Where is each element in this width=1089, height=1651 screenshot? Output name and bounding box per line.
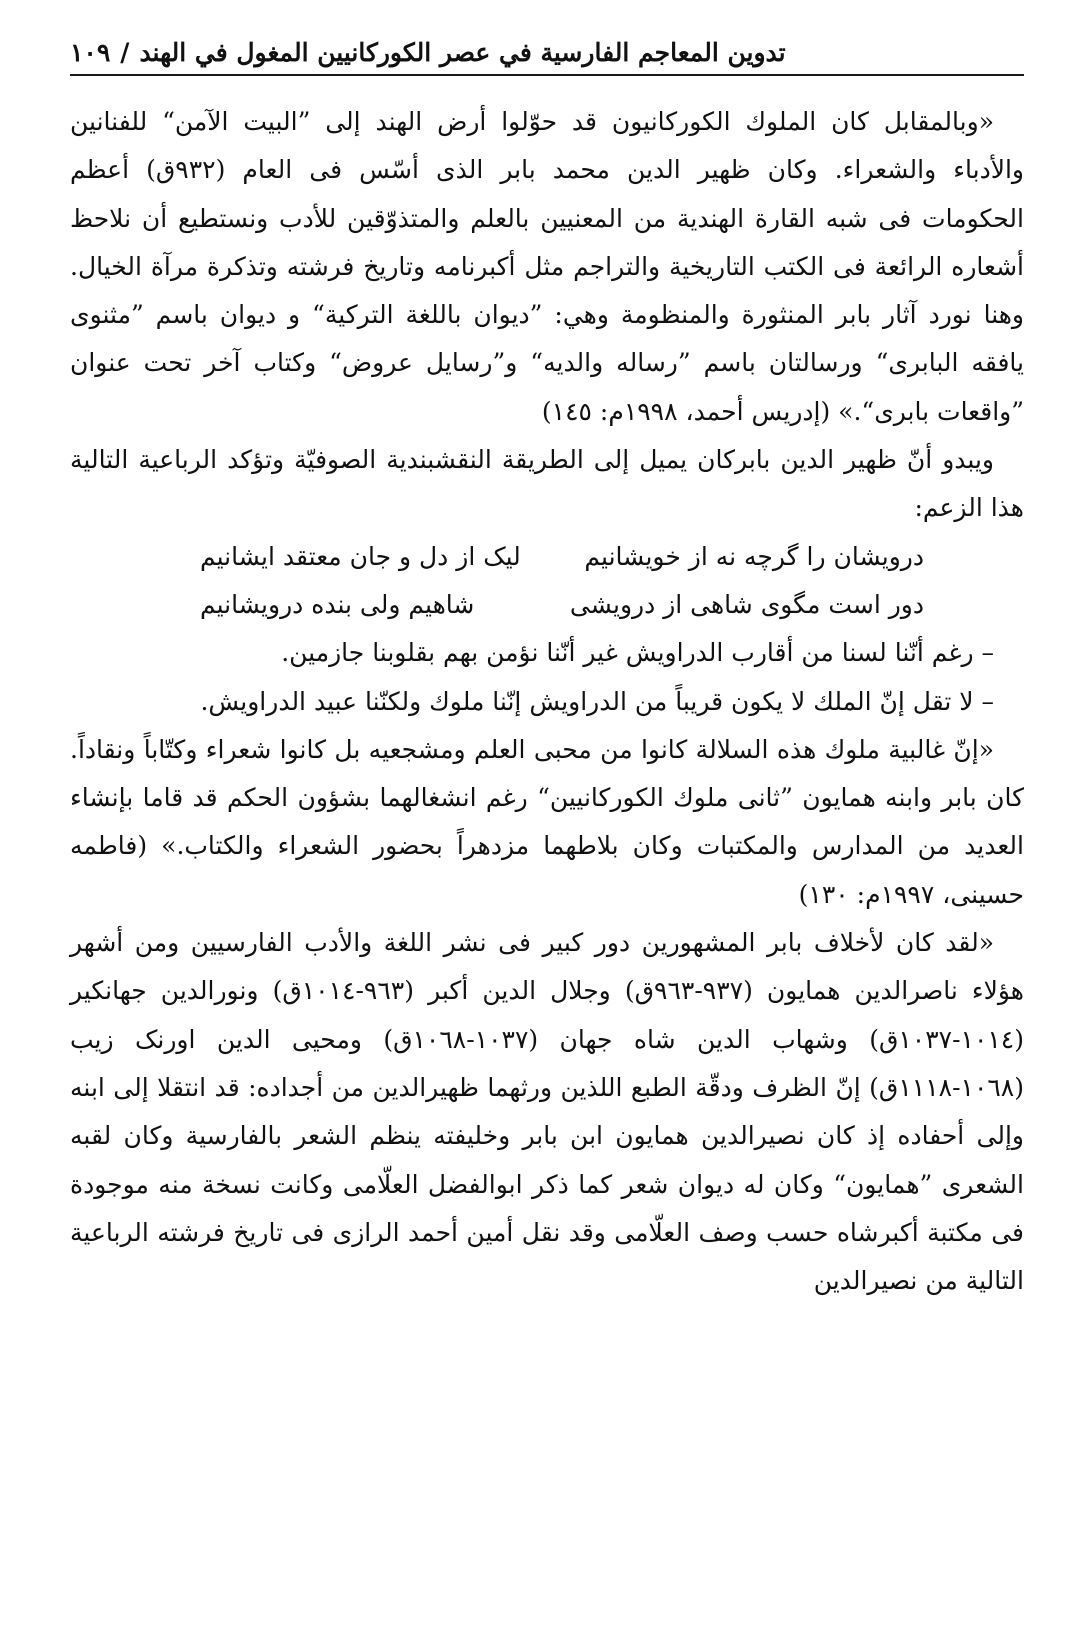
paragraph-dynasty-patrons: «إنّ غالبية ملوك هذه السلالة كانوا من محبى العلم ومشجعيه بل كانوا شعراء وكتّاباً ونقاداً. كان بابر وابنه همايون ”ثانى ملوك الكوركانيين“ رغم انشغالهما بشؤون الحكم قد قاما بإنشاء العديد من المدارس والمكتبات وكان بلاطهما مزدهراً بحضور الشعراء والكتاب.» (فاطمه حسينى، ١٩٩٧م: ١٣٠) <box>70 734 1024 909</box>
paragraph-babur-successors: «لقد كان لأخلاف بابر المشهورين دور كبير فى نشر اللغة والأدب الفارسيين ومن أشهر هؤلاء ناصرالدين همايون (٩٣٧-٩٦٣ق) وجلال الدين أكبر (٩٦٣-١٠١٤ق) ونورالدين جهانكير (١٠١٤-١٠٣٧ق) وشهاب الدين شاه جهان (١٠٣٧-١٠٦٨ق) ومحيى الدين اورنک زيب (١٠٦٨-١١١٨ق) إنّ الظرف ودقّة الطبع اللذين ورثهما ظهيرالدين من أجداده: قد انتقلا إلى ابنه وإلى أحفاده إذ كان نصيرالدين همايون ابن بابر وخليفته ينظم الشعر بالفارسية وكان لقبه الشعرى ”همايون“ وكان له ديوان شعر كما ذكر ابوالفضل العلّامى وكانت نسخة منه موجودة فى مكتبة أكبرشاه حسب وصف العلّامى وقد نقل أمين أحمد الرازى فى تاريخ فرشته الرباعية التالية من نصيرالدين <box>70 928 1024 1296</box>
translation-line: – رغم أنّنا لسنا من أقارب الدراويش غير أنّنا نؤمن بهم بقلوبنا جازمين. <box>281 638 994 668</box>
running-header <box>70 28 1024 76</box>
paragraph-naqshbandi: ويبدو أنّ ظهير الدين بابركان يميل إلى الطريقة النقشبندية الصوفيّة وتؤكد الرباعية التالية هذا الزعم: <box>70 445 1024 523</box>
verse-hemistich-first: دور است مگوى شاهى از درويشى <box>569 589 924 619</box>
book-page <box>70 28 1024 1628</box>
persian-quatrain <box>70 533 1024 630</box>
verse-line <box>200 581 924 629</box>
page-body <box>70 98 1024 1305</box>
translation-line: – لا تقل إنّ الملك لا يكون قريباً من الدراويش إنّنا ملوك ولكنّنا عبيد الدراويش. <box>200 686 994 716</box>
verse-hemistich-second: شاهيم ولى بنده درويشانيم <box>200 589 475 619</box>
running-title: تدوين المعاجم الفارسية في عصر الكوركانيين المغول في الهند <box>139 37 786 67</box>
paragraph-babur-quote: «وبالمقابل كان الملوك الكوركانيون قد حوّلوا أرض الهند إلى ”البيت الآمن“ للفنانين والأدباء والشعراء. وكان ظهير الدين محمد بابر الذى أسّس فى العام (٩٣٢ق) أعظم الحكومات فى شبه القارة الهندية من المعنيين بالعلم والمتذوّقين للأدب ونستطيع أن نلاحظ أشعاره الرائعة فى الكتب التاريخية والتراجم مثل أكبرنامه وتاريخ فرشته وتذكرة مرآة الخيال. وهنا نورد آثار بابر المنثورة والمنظومة وهي: ”ديوان باللغة التركية“ و ديوان باسم ”مثنوى يافقه البابرى“ ورسالتان باسم ”رساله والديه“ و”رسايل عروض“ وكتاب آخر تحت عنوان ”واقعات بابرى“.» (إدريس أحمد، ١٩٩٨م: ١٤٥) <box>70 107 1024 426</box>
verse-hemistich-second: ليک از دل و جان معتقد ايشانيم <box>200 541 521 571</box>
verse-line <box>200 533 924 581</box>
page-number: ١٠٩ <box>70 37 111 67</box>
header-separator: / <box>120 37 130 67</box>
verse-hemistich-first: درويشان را گرچه نه از خويشانيم <box>584 541 924 571</box>
